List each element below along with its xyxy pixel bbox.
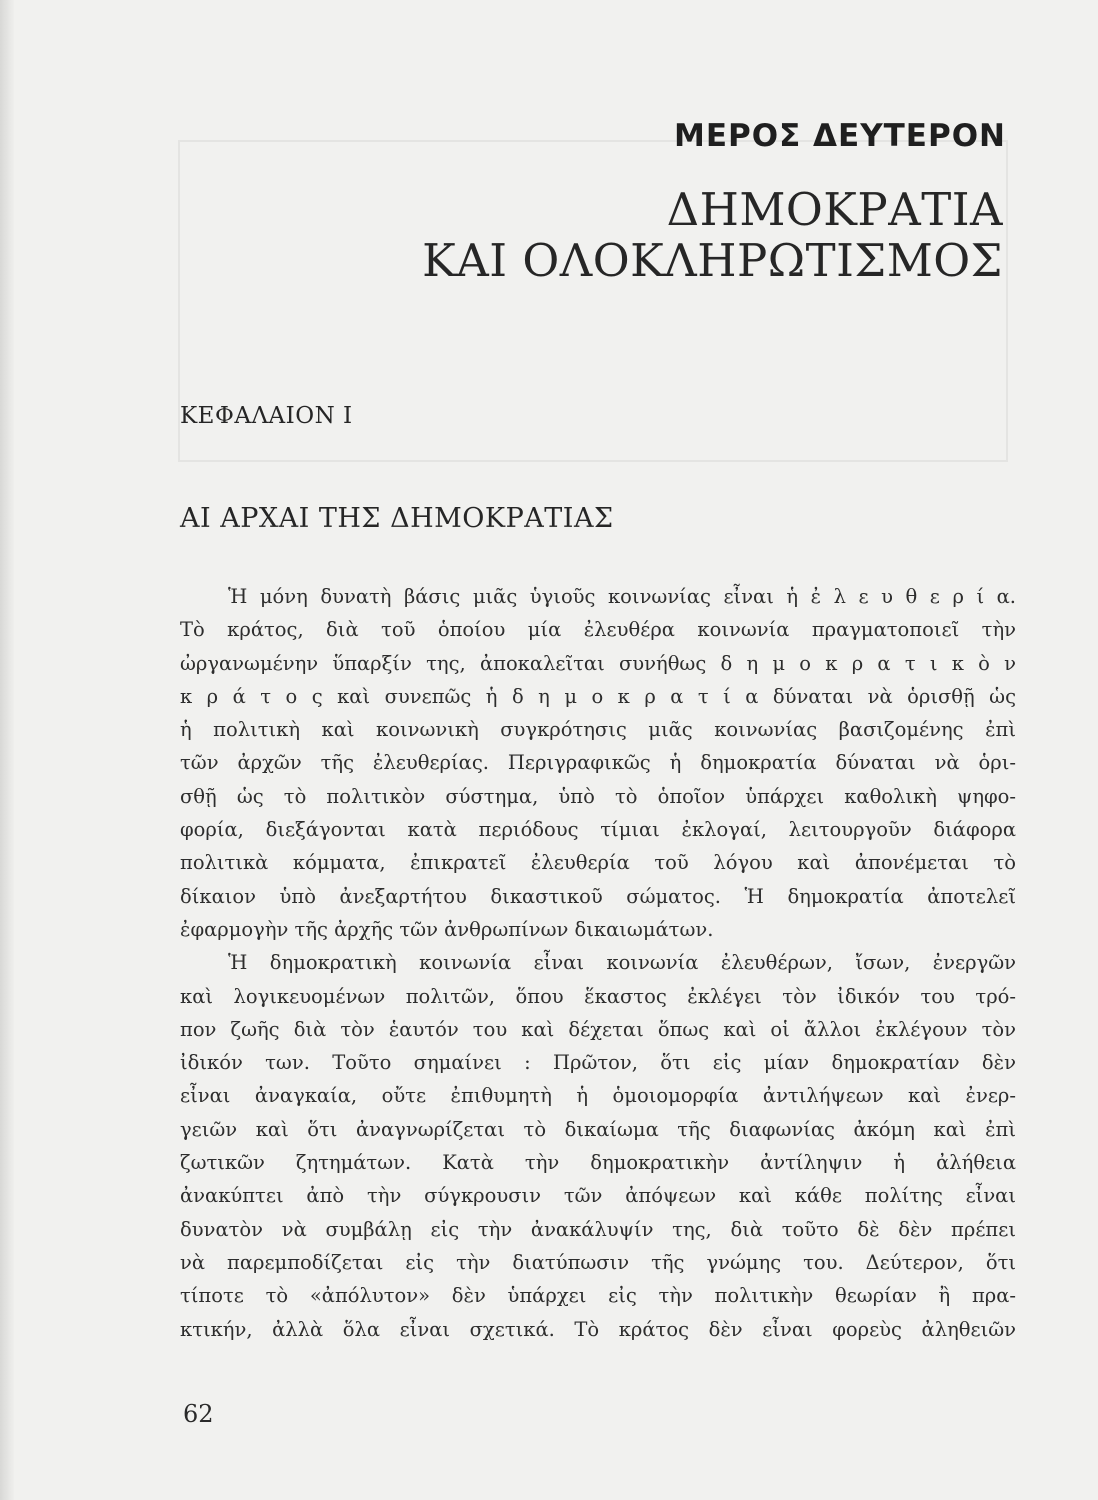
part-title-line-2: ΚΑΙ ΟΛΟΚΛΗΡΩΤΙΣΜΟΣ	[422, 234, 1003, 287]
page-gutter-shadow	[0, 0, 14, 1500]
text-line: δίκαιον ὑπὸ ἀνεξαρτήτου δικαστικοῦ σώματος. Ἡ δημοκρατία ἀποτελεῖ	[180, 884, 1016, 908]
text-line: πολιτικὰ κόμματα, ἐπικρατεῖ ἐλευθερία τοῦ λόγου καὶ ἀπονέμεται τὸ	[180, 851, 1016, 875]
paragraph-1	[180, 580, 1016, 946]
text-line: σθῇ ὡς τὸ πολιτικὸν σύστημα, ὑπὸ τὸ ὁποῖον ὑπάρχει καθολικὴ ψηφο-	[180, 784, 1016, 808]
text-line: ὠργανωμένην ὕπαρξίν της, ἀποκαλεῖται συνήθως δ η μ ο κ ρ α τ ι κ ὸ ν	[180, 651, 1016, 675]
text-line: νὰ παρεμποδίζεται εἰς τὴν διατύπωσιν τῆς γνώμης του. Δεύτερον, ὅτι	[180, 1250, 1016, 1274]
paragraph-2	[180, 946, 1016, 1346]
part-label: ΜΕΡΟΣ ΔΕΥΤΕΡΟΝ	[673, 118, 1006, 154]
text-line: κτικήν, ἀλλὰ ὅλα εἶναι σχετικά. Τὸ κράτος δὲν εἶναι φορεὺς ἀληθειῶν	[180, 1317, 1016, 1341]
text-line: ἰδικόν των. Τοῦτο σημαίνει : Πρῶτον, ὅτι εἰς μίαν δημοκρατίαν δὲν	[180, 1051, 1016, 1075]
text-line: ἐφαρμογὴν τῆς ἀρχῆς τῶν ἀνθρωπίνων δικαιωμάτων.	[180, 917, 714, 941]
text-line: εἶναι ἀναγκαία, οὔτε ἐπιθυμητὴ ἡ ὁμοιομορφία ἀντιλήψεων καὶ ἐνερ-	[180, 1084, 1016, 1108]
text-line: καὶ λογικευομένων πολιτῶν, ὅπου ἕκαστος ἐκλέγει τὸν ἰδικόν του τρό-	[180, 984, 1016, 1008]
text-line: ζωτικῶν ζητημάτων. Κατὰ τὴν δημοκρατικὴν ἀντίληψιν ἡ ἀλήθεια	[180, 1151, 1016, 1175]
chapter-title: ΑΙ ΑΡΧΑΙ ΤΗΣ ΔΗΜΟΚΡΑΤΙΑΣ	[180, 503, 614, 534]
text-line: τίποτε τὸ «ἀπόλυτον» δὲν ὑπάρχει εἰς τὴν πολιτικὴν θεωρίαν ἢ πρα-	[180, 1284, 1016, 1308]
page-number: 62	[183, 1400, 214, 1428]
text-line: Ἡ δημοκρατικὴ κοινωνία εἶναι κοινωνία ἐλευθέρων, ἴσων, ἐνεργῶν	[228, 951, 1016, 975]
text-line: γειῶν καὶ ὅτι ἀναγνωρίζεται τὸ δικαίωμα τῆς διαφωνίας ἀκόμη καὶ ἐπὶ	[180, 1117, 1016, 1141]
text-line: φορία, διεξάγονται κατὰ περιόδους τίμιαι ἐκλογαί, λειτουργοῦν διάφορα	[180, 818, 1016, 842]
chapter-label: ΚΕΦΑΛΑΙΟΝ Ι	[180, 403, 353, 429]
text-line: ἡ πολιτικὴ καὶ κοινωνικὴ συγκρότησις μιᾶς κοινωνίας βασιζομένης ἐπὶ	[180, 718, 1016, 742]
text-line: Τὸ κράτος, διὰ τοῦ ὁποίου μία ἐλευθέρα κοινωνία πραγματοποιεῖ τὴν	[180, 618, 1016, 642]
text-line: τῶν ἀρχῶν τῆς ἐλευθερίας. Περιγραφικῶς ἡ δημοκρατία δύναται νὰ ὁρι-	[180, 751, 1016, 775]
part-title-line-1: ΔΗΜΟΚΡΑΤΙΑ	[666, 183, 1003, 236]
text-line: ἀνακύπτει ἀπὸ τὴν σύγκρουσιν τῶν ἀπόψεων καὶ κάθε πολίτης εἶναι	[180, 1184, 1016, 1208]
text-line: δυνατὸν νὰ συμβάλῃ εἰς τὴν ἀνακάλυψίν της, διὰ τοῦτο δὲ δὲν πρέπει	[180, 1217, 1016, 1241]
body-text	[180, 580, 1016, 1346]
text-line: κ ρ ά τ ο ς καὶ συνεπῶς ἡ δ η μ ο κ ρ α τ ί α δύναται νὰ ὁρισθῇ ὡς	[180, 684, 1016, 708]
text-line: Ἡ μόνη δυνατὴ βάσις μιᾶς ὑγιοῦς κοινωνίας εἶναι ἡ ἐ λ ε υ θ ε ρ ί α.	[228, 585, 1016, 608]
text-line: πον ζωῆς διὰ τὸν ἑαυτόν του καὶ δέχεται ὅπως καὶ οἱ ἄλλοι ἐκλέγουν τὸν	[180, 1017, 1016, 1041]
